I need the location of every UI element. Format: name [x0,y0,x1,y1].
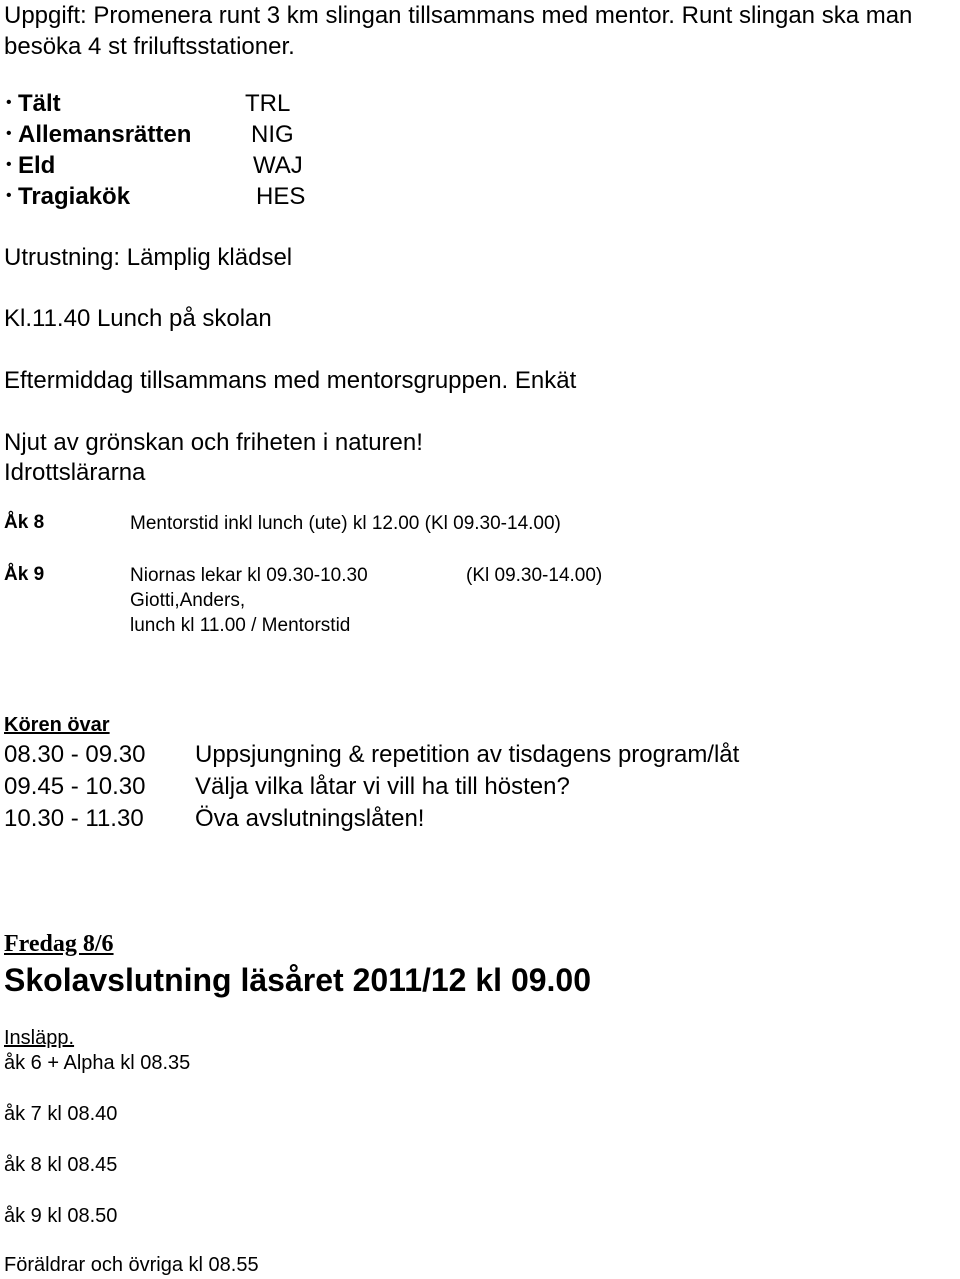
entry-item: åk 7 kl 08.40 [4,1103,118,1125]
choir-heading: Kören övar [4,714,110,736]
lunch-text: Kl.11.40 Lunch på skolan [4,305,272,332]
choir-activity: Välja vilka låtar vi vill ha till hösten? [195,773,570,800]
station-code: TRL [245,90,291,117]
grade9-line2: Giotti,Anders, [130,590,246,611]
station-name: Tragiakök [18,183,131,210]
grade8-text: Mentorstid inkl lunch (ute) kl 12.00 (Kl 09.30-14.00) [130,513,561,534]
station-name: Tält [18,90,61,117]
graduation-title: Skolavslutning läsåret 2011/12 kl 09.00 [4,962,592,998]
intro-text: Uppgift: Promenera runt 3 km slingan tillsammans med mentor. Runt slingan ska man besöka 4 st friluftsstationer. [4,2,913,60]
station-name: Allemansrätten [18,121,192,148]
friday-date: Fredag 8/6 [4,931,114,957]
enjoy-text: Njut av grönskan och friheten i naturen! [4,429,423,456]
afternoon-text: Eftermiddag tillsammans med mentorsgruppen. Enkät [4,367,577,394]
bullet-icon: • [6,94,12,111]
station-code: HES [256,183,306,210]
grade8-label: Åk 8 [4,512,45,533]
choir-time: 08.30 - 09.30 [4,741,146,768]
choir-time: 09.45 - 10.30 [4,773,146,800]
station-code: NIG [251,121,294,148]
grade9-label: Åk 9 [4,564,45,585]
entry-heading: Insläpp. [4,1027,75,1049]
bullet-icon: • [6,125,12,142]
entry-item: åk 9 kl 08.50 [4,1205,118,1227]
entry-item: Föräldrar och övriga kl 08.55 [4,1254,259,1276]
equipment-text: Utrustning: Lämplig klädsel [4,244,293,271]
station-code: WAJ [253,152,303,179]
choir-activity: Öva avslutningslåten! [195,805,425,832]
entry-item: åk 6 + Alpha kl 08.35 [4,1052,191,1074]
grade9-time: (Kl 09.30-14.00) [466,565,603,586]
grade9-line3: lunch kl 11.00 / Mentorstid [130,615,351,636]
grade9-line1: Niornas lekar kl 09.30-10.30 [130,565,368,586]
choir-activity: Uppsjungning & repetition av tisdagens program/låt [195,741,740,768]
bullet-icon: • [6,187,12,204]
station-name: Eld [18,152,56,179]
signature-text: Idrottslärarna [4,459,146,486]
entry-item: åk 8 kl 08.45 [4,1154,118,1176]
choir-time: 10.30 - 11.30 [4,805,144,832]
bullet-icon: • [6,156,12,173]
